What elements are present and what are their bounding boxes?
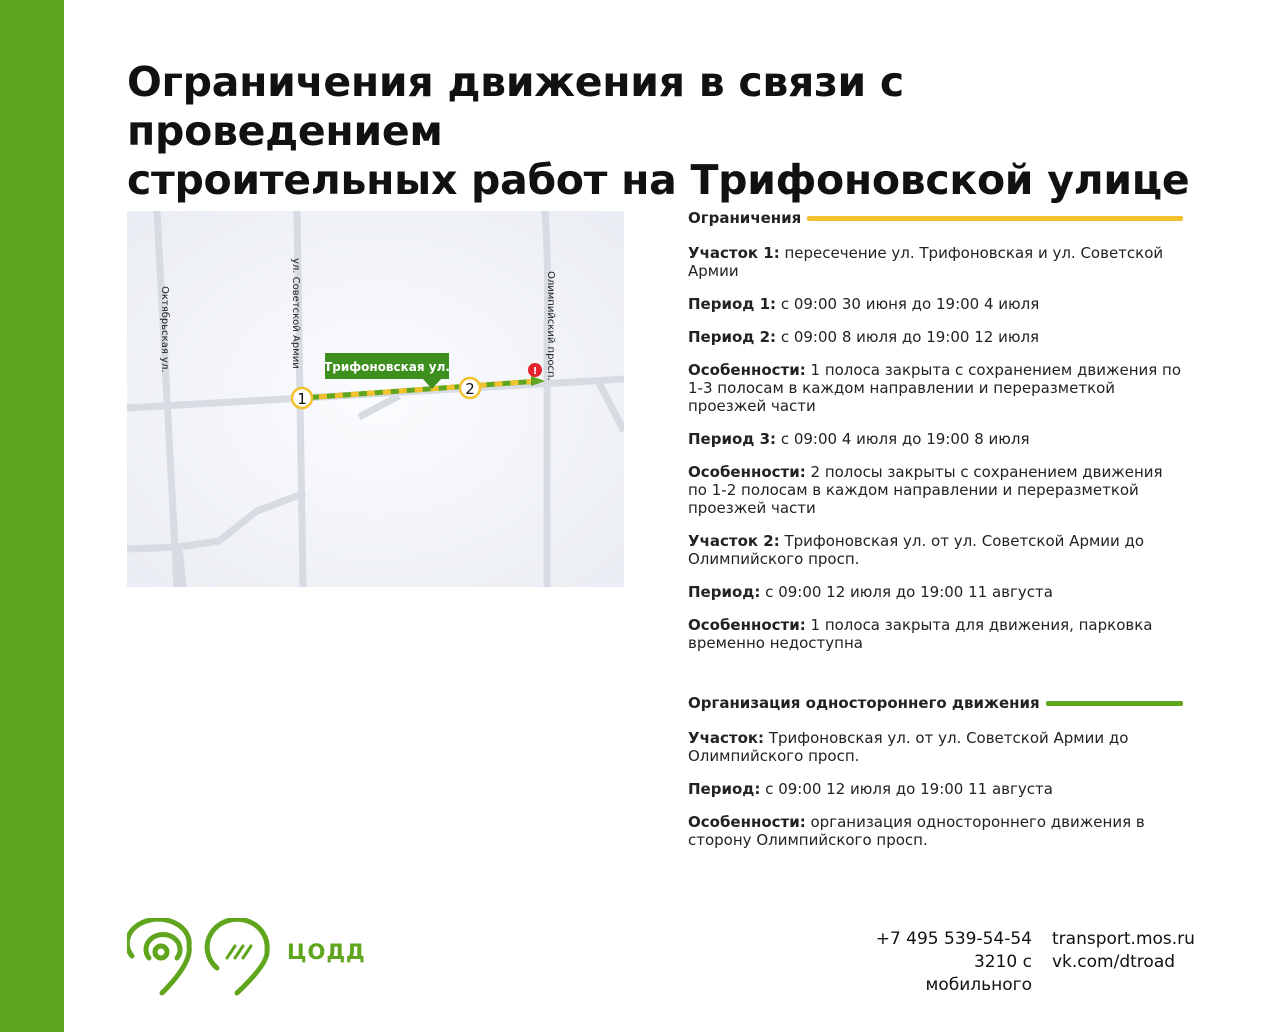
moscow-transport-logo-icon [127,919,189,993]
title-line-2: строительных работ на Трифоновской улице [127,156,1190,204]
street-label-oktyabrskaya: Октябрьская ул. [159,286,170,373]
marker-2-label: 2 [465,380,475,398]
restriction-item: Особенности: 1 полоса закрыта для движения, парковка временно недоступна [688,616,1153,652]
logo2-stripes [227,946,251,958]
logo1-core [155,946,167,958]
one-way-item: Участок: Трифоновская ул. от ул. Советской Армии до Олимпийского просп. [688,729,1129,765]
restriction-item: Период 3: с 09:00 4 июля до 19:00 8 июля [688,430,1030,448]
mobile-short-number: 3210 с мобильного [925,952,1032,995]
one-way-heading-label: Организация одностороннего движения [688,694,1040,712]
street-label-olimpiysky: Олимпийский просп. [545,271,556,381]
restrictions-heading [688,207,1183,229]
restriction-item: Особенности: 2 полосы закрыты с сохранением движения по 1-2 полосам в каждом направлении и переразметкой проезжей части [688,463,1163,517]
marker-2 [460,378,480,398]
contact-phones [866,928,1032,997]
stop-sign-icon [528,363,542,377]
restriction-item: Особенности: 1 полоса закрыта с сохранением движения по 1-3 полосам в каждом направлении и переразметкой проезжей части [688,361,1182,415]
brand-logos [127,918,277,998]
restriction-item: Период 1: с 09:00 30 июня до 19:00 4 июля [688,295,1040,313]
street-label-sovetskoy-armii: ул. Советской Армии [290,258,301,369]
restriction-item: Участок 2: Трифоновская ул. от ул. Советской Армии до Олимпийского просп. [688,532,1145,568]
restrictions-heading-label: Ограничения [688,209,802,227]
street-map [127,211,624,587]
road-olimpiysky [545,211,548,587]
restriction-item: Период: с 09:00 12 июля до 19:00 11 августа [688,583,1053,601]
one-way-heading [688,692,1183,714]
badge-label: Трифоновская ул. [324,360,450,374]
title-line-1: Ограничения движения в связи с проведением [127,58,904,155]
marker-1-label: 1 [297,390,307,408]
one-way-item: Особенности: организация одностороннего движения в сторону Олимпийского просп. [688,813,1145,849]
vk-link[interactable]: vk.com/dtroad [1052,952,1176,972]
road-9-logo-icon [207,919,267,993]
restriction-item: Участок 1: пересечение ул. Трифоновская и ул. Советской Армии [688,244,1164,280]
info-panel [688,207,1183,849]
road-lower-stub [179,547,183,587]
stop-sign-mark: ! [532,366,538,377]
site-link[interactable]: transport.mos.ru [1052,929,1195,949]
page-title [127,58,1227,205]
marker-1 [292,388,312,408]
restrictions-heading-rule [807,216,1183,221]
contact-links [1052,928,1195,974]
one-way-heading-rule [1046,701,1183,706]
phone-number[interactable]: +7 495 539-54-54 [875,929,1032,949]
left-green-stripe [0,0,64,1032]
brand-name: ЦОДД [287,940,366,964]
one-way-item: Период: с 09:00 12 июля до 19:00 11 августа [688,780,1053,798]
restriction-item: Период 2: с 09:00 8 июля до 19:00 12 июля [688,328,1040,346]
